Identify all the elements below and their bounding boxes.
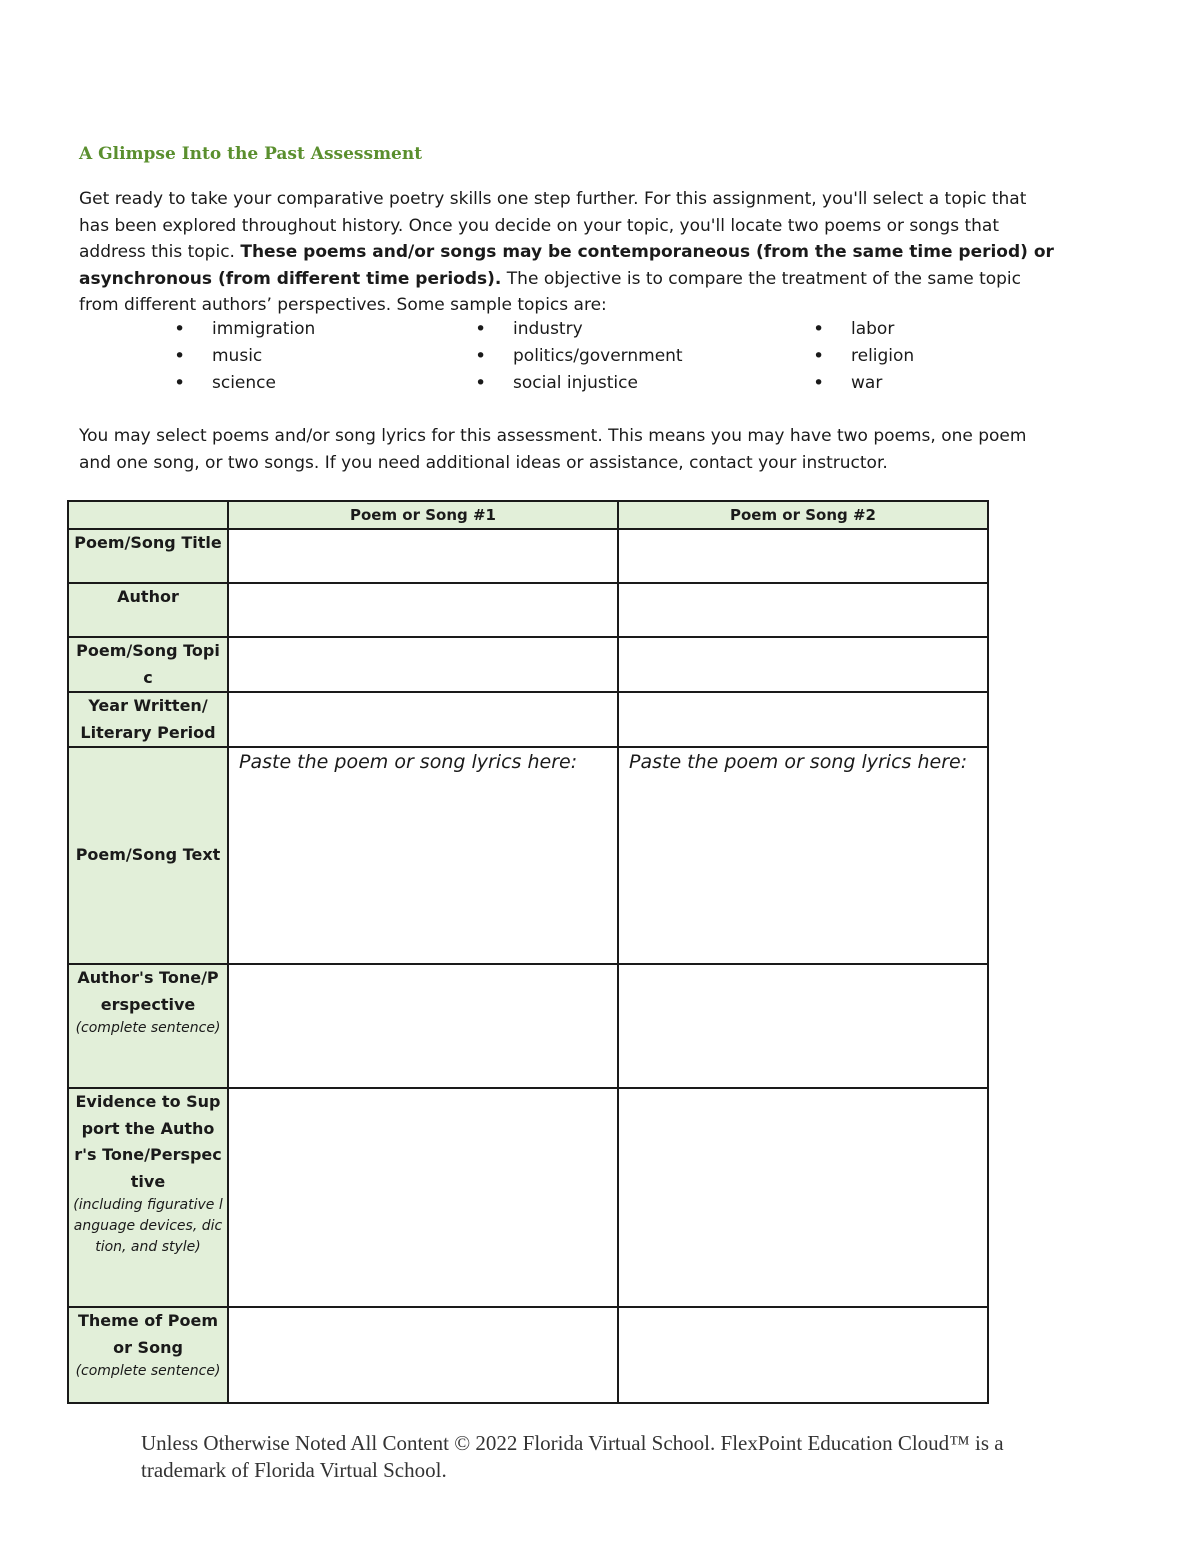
row-label-evidence	[68, 1088, 228, 1307]
row-label-topic: Poem/Song Topic	[68, 637, 228, 692]
row-label-theme-note: (complete sentence)	[75, 1363, 221, 1379]
table-row	[68, 747, 988, 964]
topic-item: • religion	[851, 343, 914, 370]
song1-evidence-cell[interactable]	[228, 1088, 618, 1307]
table-row	[68, 529, 988, 583]
table-row	[68, 583, 988, 637]
song2-text-cell[interactable]: Paste the poem or song lyrics here:	[618, 747, 988, 964]
row-label-evidence-note: (including figurative language devices, diction, and style)	[73, 1197, 223, 1255]
row-label-title: Poem/Song Title	[68, 529, 228, 583]
table-row	[68, 637, 988, 692]
page-title: A Glimpse Into the Past Assessment	[79, 144, 423, 164]
row-label-author: Author	[68, 583, 228, 637]
column-header-song1: Poem or Song #1	[228, 501, 618, 529]
topic-item: • politics/government	[513, 343, 683, 370]
column-header-song2: Poem or Song #2	[618, 501, 988, 529]
song2-year-cell[interactable]	[618, 692, 988, 747]
topic-item: • labor	[851, 316, 894, 343]
intro-text-3: The objective is to compare the treatment of the same topic from different authors’ perspectives. Some sample topics are:	[79, 268, 1022, 315]
row-label-year: Year Written/ Literary Period	[68, 692, 228, 747]
song1-author-cell[interactable]	[228, 583, 618, 637]
song2-title-cell[interactable]	[618, 529, 988, 583]
song2-topic-cell[interactable]	[618, 637, 988, 692]
song2-author-cell[interactable]	[618, 583, 988, 637]
row-label-evidence-text: Evidence to Support the Author's Tone/Perspective	[74, 1092, 222, 1191]
song1-text-cell[interactable]: Paste the poem or song lyrics here:	[228, 747, 618, 964]
intro-text-2: These poems and/or songs may be contemporaneous (from the same time period) or asynchronous (from different time periods).	[79, 242, 1054, 289]
table-row	[68, 692, 988, 747]
song1-theme-cell[interactable]	[228, 1307, 618, 1403]
topic-item: • industry	[513, 316, 583, 343]
row-label-tone-text: Author's Tone/Perspective	[77, 968, 219, 1014]
song2-evidence-cell[interactable]	[618, 1088, 988, 1307]
instructions-paragraph: You may select poems and/or song lyrics for this assessment. This means you may have two poems, one poem and one song, or two songs. If you need additional ideas or assistance, contact your instructor.	[79, 426, 1027, 473]
topic-item: • social injustice	[513, 370, 638, 397]
table-row	[68, 964, 988, 1088]
table-row	[68, 1307, 988, 1403]
intro-text-1: Get ready to take your comparative poetry skills one step further. For this assignment, you'll select a topic that has been explored throughout history. Once you decide on your topic, you'll locate two poems or songs that address this topic.	[79, 189, 1027, 262]
row-label-text: Poem/Song Text	[68, 747, 228, 964]
song1-year-cell[interactable]	[228, 692, 618, 747]
topic-item: • science	[212, 370, 276, 397]
corner-cell	[68, 501, 228, 529]
topic-item: • war	[851, 370, 882, 397]
song2-tone-cell[interactable]	[618, 964, 988, 1088]
song1-topic-cell[interactable]	[228, 637, 618, 692]
table-row	[68, 1088, 988, 1307]
table-header-row	[68, 501, 988, 529]
song1-title-cell[interactable]	[228, 529, 618, 583]
song2-theme-cell[interactable]	[618, 1307, 988, 1403]
topic-item: • music	[212, 343, 262, 370]
row-label-tone-note: (complete sentence)	[75, 1020, 221, 1036]
intro-paragraph	[79, 186, 1059, 319]
row-label-tone	[68, 964, 228, 1088]
row-label-theme-text: Theme of Poem or Song	[77, 1311, 218, 1357]
topic-item: • immigration	[212, 316, 315, 343]
song1-tone-cell[interactable]	[228, 964, 618, 1088]
copyright-footer: Unless Otherwise Noted All Content © 2022 Florida Virtual School. FlexPoint Education Cloud™ is a trademark of Florida Virtual School.	[141, 1431, 1004, 1482]
comparison-table	[67, 500, 989, 1404]
row-label-theme	[68, 1307, 228, 1403]
